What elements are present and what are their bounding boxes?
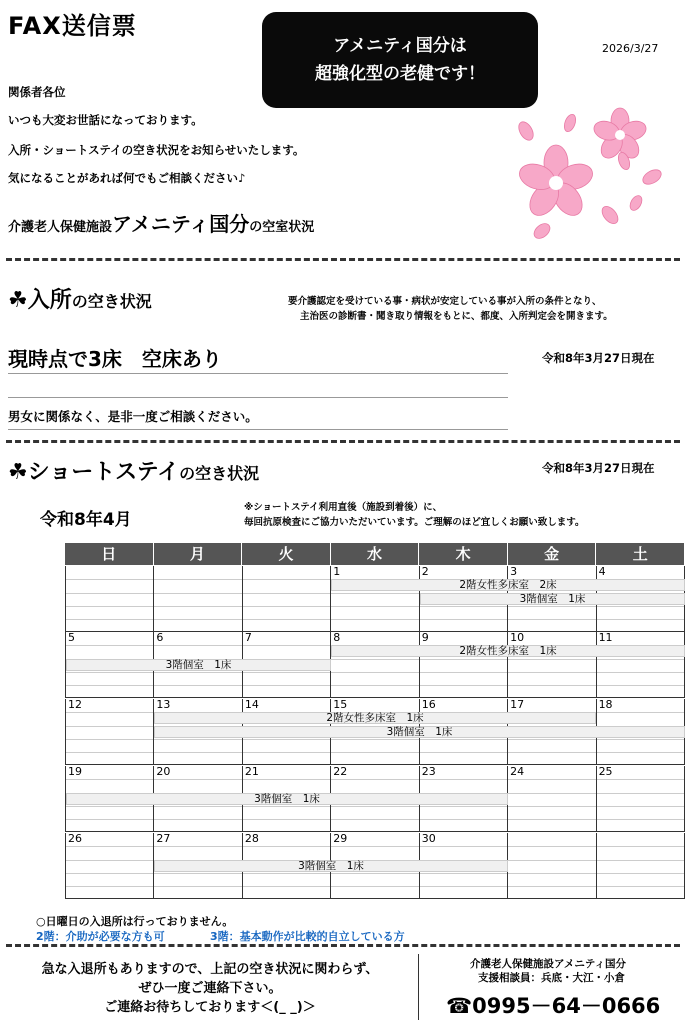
- greeting-line: 関係者各位: [8, 85, 66, 99]
- availability-bar: 2階女性多床室 2床: [331, 579, 685, 591]
- cell-rule: [331, 593, 418, 594]
- short-stay-title: [8, 455, 259, 486]
- day-number: 26: [68, 832, 82, 845]
- calendar-week: [65, 833, 685, 899]
- day-number: 29: [333, 832, 348, 845]
- availability-bar: 2階女性多床室 1床: [331, 645, 685, 657]
- cell-rule: [154, 779, 241, 780]
- cell-rule: [508, 672, 595, 673]
- footer-message: [10, 960, 410, 1017]
- day-number: 9: [421, 631, 429, 644]
- clover-icon: ☘: [8, 460, 28, 485]
- cell-rule: [331, 606, 418, 607]
- footer-phone: ☎0995－64－0666: [446, 994, 661, 1018]
- cell-rule: [331, 846, 418, 847]
- cell-rule: [154, 873, 241, 874]
- short-stay-note-line: ※ショートステイ利用直後（施設到着後）に、: [244, 502, 443, 513]
- cell-rule: [597, 712, 684, 713]
- calendar-day-cell: [508, 766, 596, 832]
- day-number: 4: [598, 565, 606, 578]
- cell-rule: [243, 846, 330, 847]
- day-number: 10: [510, 631, 525, 644]
- calendar-day-cell: [243, 566, 331, 632]
- cell-rule: [66, 806, 153, 807]
- cell-rule: [508, 619, 595, 620]
- short-stay-note-line: 毎回抗原検査にご協力いただいています。ご理解のほど宜しくお願い致します。: [244, 517, 585, 528]
- cell-rule: [420, 752, 507, 753]
- calendar-month: 令和8年4月: [40, 510, 132, 530]
- cell-rule: [597, 672, 684, 673]
- cell-rule: [66, 860, 153, 861]
- cell-rule: [508, 659, 595, 660]
- cell-rule: [66, 672, 153, 673]
- short-stay-title-sub: の空き状況: [179, 464, 260, 483]
- greeting-line: 入所・ショートステイの空き状況をお知らせいたします。: [8, 143, 305, 157]
- cell-rule: [331, 779, 418, 780]
- footer-line: 急な入退所もありますので、上記の空き状況に関わらず、: [41, 962, 379, 977]
- footer-staff: 支援相談員：兵底・大江・小倉: [478, 972, 625, 984]
- availability-bar: 3階個室 1床: [66, 659, 331, 671]
- day-number: 20: [156, 765, 171, 778]
- cell-rule: [508, 606, 595, 607]
- banner-line-2: 超強化型の老健です！: [315, 64, 485, 84]
- cell-rule: [597, 752, 684, 753]
- cell-rule: [508, 779, 595, 780]
- cell-rule: [331, 659, 418, 660]
- banner-line-1: アメニティ国分は: [333, 36, 467, 56]
- section-divider: [6, 258, 680, 261]
- cell-rule: [66, 779, 153, 780]
- rule-line: [8, 373, 508, 374]
- day-number: 23: [421, 765, 436, 778]
- day-number: 25: [598, 765, 613, 778]
- weekday-wed: 水: [331, 543, 420, 565]
- calendar-week: [65, 699, 685, 765]
- day-number: 11: [598, 631, 613, 644]
- calendar-day-cell: [597, 766, 685, 832]
- cell-rule: [66, 712, 153, 713]
- cell-rule: [154, 685, 241, 686]
- day-number: 18: [598, 698, 613, 711]
- cell-rule: [66, 593, 153, 594]
- cell-rule: [597, 619, 684, 620]
- greeting-line: 気になることがあれば何でもご相談ください♪: [8, 171, 246, 185]
- cell-rule: [66, 685, 153, 686]
- cell-rule: [420, 685, 507, 686]
- clover-icon: ☘: [8, 288, 28, 313]
- calendar-week: [65, 632, 685, 698]
- cell-rule: [243, 645, 330, 646]
- cell-rule: [154, 619, 241, 620]
- weekday-fri: 金: [508, 543, 597, 565]
- facility-prefix: 介護老人保健施設: [8, 220, 113, 235]
- cell-rule: [66, 606, 153, 607]
- footer-separator: [418, 954, 419, 1020]
- cell-rule: [597, 886, 684, 887]
- calendar-day-cell: [331, 566, 419, 632]
- day-number: 2: [421, 565, 429, 578]
- cell-rule: [154, 846, 241, 847]
- facility-name: アメニティ国分: [112, 212, 250, 236]
- cell-rule: [66, 645, 153, 646]
- cell-rule: [243, 593, 330, 594]
- short-stay-note: [244, 500, 584, 530]
- availability-bar: 3階個室 1床: [154, 860, 508, 872]
- footer-facility: 介護老人保健施設アメニティ国分: [470, 958, 627, 970]
- cell-rule: [243, 739, 330, 740]
- day-number: 19: [68, 765, 82, 778]
- admission-status: 現時点で3床 空床あり: [8, 347, 222, 371]
- cell-rule: [154, 752, 241, 753]
- calendar-day-cell: [66, 566, 154, 632]
- day-number: 5: [68, 631, 75, 644]
- cell-rule: [331, 819, 418, 820]
- cell-rule: [420, 619, 507, 620]
- cell-rule: [508, 819, 595, 820]
- cell-rule: [154, 806, 241, 807]
- day-number: 30: [421, 832, 436, 845]
- footer-line: ぜひ一度ご連絡下さい。: [138, 981, 282, 996]
- cell-rule: [243, 886, 330, 887]
- cell-rule: [420, 672, 507, 673]
- cell-rule: [420, 846, 507, 847]
- cherry-blossom-icon: [512, 105, 672, 245]
- section-divider: [6, 440, 680, 443]
- cell-rule: [243, 672, 330, 673]
- cell-rule: [331, 886, 418, 887]
- calendar-weekday-header: [65, 543, 684, 565]
- cell-rule: [331, 873, 418, 874]
- cell-rule: [66, 739, 153, 740]
- calendar-day-cell: [66, 699, 154, 765]
- sunday-note: ○日曜日の入退所は行っておりません。: [36, 915, 234, 928]
- cell-rule: [154, 606, 241, 607]
- cell-rule: [66, 579, 153, 580]
- cell-rule: [243, 806, 330, 807]
- admission-note-line: 要介護認定を受けている事・病状が安定している事が入所の条件となり、: [288, 296, 602, 307]
- cell-rule: [597, 685, 684, 686]
- cell-rule: [331, 806, 418, 807]
- day-number: 17: [510, 698, 525, 711]
- day-number: 15: [333, 698, 348, 711]
- cell-rule: [331, 672, 418, 673]
- day-number: 22: [333, 765, 348, 778]
- cell-rule: [420, 886, 507, 887]
- cell-rule: [154, 645, 241, 646]
- cell-rule: [420, 873, 507, 874]
- admission-title-main: 入所: [27, 288, 72, 313]
- cell-rule: [66, 726, 153, 727]
- cell-rule: [66, 846, 153, 847]
- day-number: 8: [333, 631, 341, 644]
- cell-rule: [597, 873, 684, 874]
- availability-bar: 2階女性多床室 1床: [154, 712, 596, 724]
- availability-bar: 3階個室 1床: [420, 593, 685, 605]
- cell-rule: [420, 739, 507, 740]
- short-stay-as-of: 令和8年3月27日現在: [542, 461, 655, 475]
- cell-rule: [243, 873, 330, 874]
- rule-line: [8, 397, 508, 398]
- floor3-note: 3階：基本動作が比較的自立している方: [210, 930, 405, 943]
- cell-rule: [597, 860, 684, 861]
- cell-rule: [420, 606, 507, 607]
- cell-rule: [597, 806, 684, 807]
- cell-rule: [508, 846, 595, 847]
- facility-suffix: の空室状況: [249, 220, 315, 235]
- cell-rule: [243, 606, 330, 607]
- calendar-day-cell: [508, 632, 596, 698]
- cell-rule: [331, 752, 418, 753]
- cell-rule: [66, 619, 153, 620]
- cell-rule: [597, 779, 684, 780]
- admission-as-of: 令和8年3月27日現在: [542, 351, 655, 365]
- cell-rule: [154, 886, 241, 887]
- day-number: 27: [156, 832, 171, 845]
- rule-line: [8, 429, 508, 430]
- day-number: 12: [68, 698, 82, 711]
- cell-rule: [420, 659, 507, 660]
- facility-heading: [8, 208, 314, 237]
- availability-bar: 3階個室 1床: [66, 793, 508, 805]
- cell-rule: [508, 886, 595, 887]
- cell-rule: [243, 819, 330, 820]
- calendar-day-cell: [508, 833, 596, 899]
- cell-rule: [243, 579, 330, 580]
- send-date: 2026/3/27: [602, 42, 659, 55]
- cell-rule: [508, 806, 595, 807]
- cell-rule: [508, 752, 595, 753]
- cell-rule: [66, 819, 153, 820]
- floor2-note: 2階：介助が必要な方も可: [36, 930, 165, 943]
- calendar-week: [65, 766, 685, 832]
- day-number: 3: [510, 565, 518, 578]
- day-number: 7: [244, 631, 252, 644]
- cell-rule: [508, 793, 595, 794]
- cell-rule: [597, 819, 684, 820]
- cell-rule: [420, 779, 507, 780]
- cell-rule: [597, 606, 684, 607]
- greeting-line: いつも大変お世話になっております。: [8, 113, 203, 127]
- cell-rule: [66, 886, 153, 887]
- cell-rule: [243, 685, 330, 686]
- fax-title: FAX送信票: [8, 12, 137, 40]
- cell-rule: [243, 779, 330, 780]
- cell-rule: [420, 806, 507, 807]
- cell-rule: [243, 619, 330, 620]
- calendar-week: [65, 566, 685, 632]
- day-number: 16: [421, 698, 436, 711]
- cell-rule: [331, 685, 418, 686]
- cell-rule: [331, 619, 418, 620]
- cell-rule: [508, 685, 595, 686]
- day-number: 28: [244, 832, 259, 845]
- admission-note: [288, 294, 613, 324]
- calendar-day-cell: [66, 833, 154, 899]
- availability-bar: 3階個室 1床: [154, 726, 685, 738]
- calendar-day-cell: [331, 632, 419, 698]
- cell-rule: [66, 873, 153, 874]
- cell-rule: [597, 793, 684, 794]
- cell-rule: [243, 752, 330, 753]
- day-number: 24: [510, 765, 525, 778]
- promo-banner: [262, 12, 538, 108]
- cell-rule: [331, 739, 418, 740]
- admission-title-sub: の空き状況: [71, 292, 152, 311]
- day-number: 14: [244, 698, 259, 711]
- cell-rule: [508, 873, 595, 874]
- calendar-day-cell: [154, 566, 242, 632]
- day-number: 6: [156, 631, 164, 644]
- cell-rule: [508, 739, 595, 740]
- cell-rule: [154, 579, 241, 580]
- cell-rule: [154, 593, 241, 594]
- day-number: 21: [244, 765, 259, 778]
- calendar-day-cell: [420, 632, 508, 698]
- cell-rule: [154, 819, 241, 820]
- footer-line: ご連絡お待ちしております＜(_ _)＞: [104, 1000, 316, 1015]
- admission-message: 男女に関係なく、是非一度ご相談ください。: [8, 409, 258, 424]
- calendar-day-cell: [597, 632, 685, 698]
- cell-rule: [597, 659, 684, 660]
- cell-rule: [154, 739, 241, 740]
- cell-rule: [508, 860, 595, 861]
- cell-rule: [420, 819, 507, 820]
- admission-note-line: 主治医の診断書・聞き取り情報をもとに、都度、入所判定会を開きます。: [300, 311, 613, 322]
- weekday-sun: 日: [65, 543, 154, 565]
- day-number: 1: [333, 565, 341, 578]
- day-number: 13: [156, 698, 171, 711]
- weekday-tue: 火: [242, 543, 331, 565]
- cell-rule: [66, 752, 153, 753]
- weekday-thu: 木: [419, 543, 508, 565]
- cell-rule: [154, 672, 241, 673]
- cell-rule: [597, 739, 684, 740]
- weekday-sat: 土: [632, 545, 648, 563]
- section-divider: [6, 944, 680, 947]
- weekday-mon: 月: [154, 543, 243, 565]
- admission-title: [8, 283, 152, 314]
- cell-rule: [597, 846, 684, 847]
- short-stay-title-main: ショートステイ: [27, 460, 180, 485]
- calendar-day-cell: [597, 833, 685, 899]
